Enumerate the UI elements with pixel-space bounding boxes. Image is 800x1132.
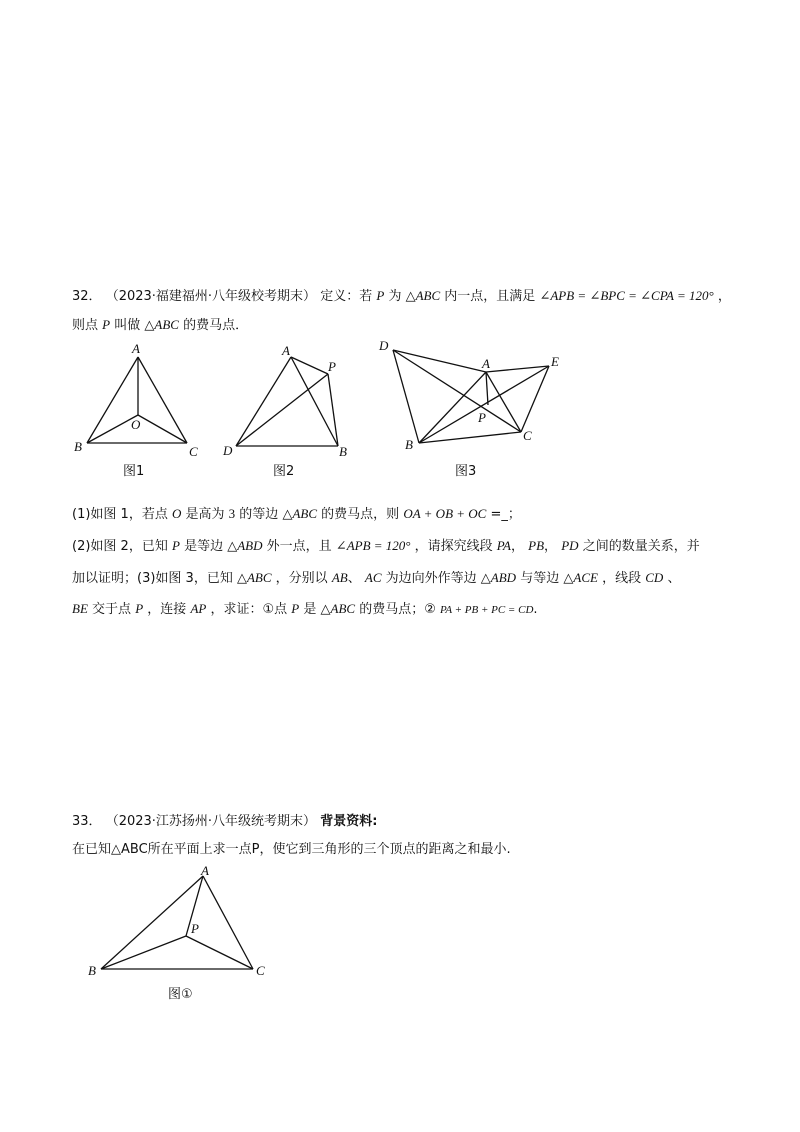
fig3-label-p: P bbox=[478, 410, 486, 425]
q32-math-triangle-abd: △ABD bbox=[480, 570, 517, 585]
q32-text: 则点 bbox=[72, 318, 99, 333]
q33-line-1 bbox=[72, 810, 377, 829]
q32-part-1 bbox=[72, 503, 521, 522]
fig3-edge-ac bbox=[486, 372, 521, 432]
q32-math-p: P bbox=[291, 601, 300, 616]
q32-text: 之间的数量关系，并 bbox=[582, 539, 700, 554]
fig1-label-o: O bbox=[131, 417, 141, 432]
q32-text: 与等边 bbox=[520, 571, 560, 586]
q33-heading: 背景资料: bbox=[320, 814, 378, 829]
q32-math-triangle-abc: △ABC bbox=[236, 570, 272, 585]
fig3-label-e: E bbox=[551, 354, 559, 369]
q32-text: ， bbox=[544, 539, 558, 554]
fig2-label-d: D bbox=[223, 443, 233, 458]
q32-text: 为 bbox=[388, 289, 402, 304]
fig2-caption: 图2 bbox=[273, 464, 295, 479]
q32-text: 是 bbox=[303, 602, 317, 617]
q32-text: 是高为 bbox=[185, 507, 225, 522]
q32-text: 的费马点，则 bbox=[321, 507, 400, 522]
q33-fig-edge-ab bbox=[101, 876, 203, 969]
q32-text: 加以证明；(3)如图 3，已知 bbox=[72, 571, 233, 586]
q33-fig-caption: 图① bbox=[168, 987, 193, 1002]
fig3-edge-ab bbox=[419, 372, 486, 443]
q32-math-ab: AB bbox=[331, 570, 348, 585]
figure-1 bbox=[70, 340, 210, 480]
q32-text: 交于点 bbox=[92, 602, 132, 617]
figure-q33 bbox=[82, 862, 282, 1007]
fig2-segment-pd bbox=[236, 374, 328, 446]
q32-math-triangle-abc: △ABC bbox=[405, 288, 441, 303]
fig3-segment-ap bbox=[486, 372, 488, 405]
q32-math-cd: CD bbox=[645, 570, 664, 585]
q32-text: (2)如图 2，已知 bbox=[72, 539, 168, 554]
q32-math-o: O bbox=[171, 506, 182, 521]
fig3-label-d: D bbox=[379, 338, 389, 353]
q33-line-2 bbox=[72, 838, 511, 857]
q32-math-angle-apb: ∠APB = 120° bbox=[335, 538, 411, 553]
q32-text: . bbox=[533, 602, 538, 617]
fig2-segment-pa bbox=[291, 357, 328, 374]
q32-math-angle-equation: ∠APB = ∠BPC = ∠CPA = 120° bbox=[539, 288, 714, 303]
q32-text: ，线段 bbox=[602, 571, 642, 586]
q32-math-pd: PD bbox=[561, 538, 579, 553]
q32-math-three: 3 bbox=[228, 506, 236, 521]
q32-math-p: P bbox=[102, 317, 111, 332]
q32-math-pa: PA bbox=[496, 538, 511, 553]
q33-fig-label-a: A bbox=[201, 863, 209, 878]
q32-math-p: P bbox=[171, 538, 180, 553]
q32-text: 叫做 bbox=[114, 318, 141, 333]
q32-part-3-cont bbox=[72, 598, 538, 617]
q32-text: ，连接 bbox=[147, 602, 187, 617]
q32-text: ， bbox=[511, 539, 525, 554]
fig1-caption: 图1 bbox=[123, 464, 145, 479]
q32-math-be: BE bbox=[72, 601, 88, 616]
q32-part-2 bbox=[72, 535, 700, 554]
q33-source: （2023·江苏扬州·八年级统考期末） bbox=[105, 814, 317, 829]
q33-fig-label-c: C bbox=[256, 963, 265, 978]
q32-text: ，请探究线段 bbox=[414, 539, 493, 554]
q32-text: 的等边 bbox=[239, 507, 279, 522]
fig2-label-b: B bbox=[339, 444, 347, 459]
q32-math-p: P bbox=[376, 288, 385, 303]
figure-2 bbox=[218, 340, 358, 480]
q33-fig-segment-pc bbox=[186, 936, 253, 969]
q33-text: 在已知△ABC所在平面上求一点P，使它到三角形的三个顶点的距离之和最小. bbox=[72, 842, 511, 857]
q32-line-1 bbox=[72, 285, 731, 304]
q32-text: 定义：若 bbox=[320, 289, 373, 304]
fig1-label-b: B bbox=[74, 439, 82, 454]
q32-text: 、 bbox=[667, 571, 681, 586]
q32-text: 是等边 bbox=[184, 539, 224, 554]
fig1-label-c: C bbox=[189, 444, 198, 459]
fig3-edge-ec bbox=[521, 366, 549, 432]
fig1-edge-ac bbox=[138, 357, 187, 443]
q32-math-triangle-abc: △ABC bbox=[144, 317, 179, 332]
q32-text: 的费马点；② bbox=[359, 602, 436, 617]
q32-text: (1)如图 1，若点 bbox=[72, 507, 168, 522]
q32-text: 为边向外作等边 bbox=[385, 571, 477, 586]
q32-math-triangle-abd: △ABD bbox=[227, 538, 263, 553]
q32-line-2 bbox=[72, 314, 248, 333]
q32-number: 32． bbox=[72, 289, 102, 304]
q32-text: 的费马点． bbox=[183, 318, 249, 333]
figure-3 bbox=[375, 336, 575, 481]
q32-text: 内一点，且满足 bbox=[444, 289, 536, 304]
q33-fig-segment-pb bbox=[101, 936, 186, 969]
fig2-edge-ad bbox=[236, 357, 291, 446]
fig2-label-a: A bbox=[282, 343, 290, 358]
fig1-label-a: A bbox=[132, 341, 140, 356]
fig3-caption: 图3 bbox=[455, 464, 477, 479]
q32-text: ， bbox=[717, 289, 731, 304]
fig3-label-b: B bbox=[405, 437, 413, 452]
q33-fig-label-p: P bbox=[191, 921, 199, 936]
q32-math-ap: AP bbox=[190, 601, 207, 616]
q32-text: =_； bbox=[490, 507, 521, 522]
q32-text: ，求证：①点 bbox=[210, 602, 288, 617]
q32-math-p: P bbox=[135, 601, 144, 616]
fig3-label-a: A bbox=[482, 356, 490, 371]
q32-math-pb: PB bbox=[528, 538, 545, 553]
q32-part-3 bbox=[72, 567, 680, 586]
q32-math-sum-expression: OA + OB + OC bbox=[403, 506, 487, 521]
q32-math-triangle-abc: △ABC bbox=[282, 506, 318, 521]
q32-math-triangle-ace: △ACE bbox=[563, 570, 598, 585]
q33-fig-edge-ac bbox=[203, 876, 253, 969]
q32-math-ac: AC bbox=[364, 570, 382, 585]
q32-text: 、 bbox=[347, 571, 361, 586]
q32-text: 外一点，且 bbox=[266, 539, 332, 554]
q33-number: 33． bbox=[72, 814, 102, 829]
fig3-label-c: C bbox=[523, 428, 532, 443]
fig3-edge-da bbox=[393, 350, 486, 372]
q32-source: （2023·福建福州·八年级校考期末） bbox=[105, 289, 317, 304]
q33-fig-label-b: B bbox=[88, 963, 96, 978]
q32-text: ，分别以 bbox=[275, 571, 328, 586]
q32-math-sum-equation: PA + PB + PC = CD bbox=[440, 604, 534, 616]
fig2-label-p: P bbox=[328, 359, 336, 374]
q32-math-triangle-abc: △ABC bbox=[320, 601, 356, 616]
